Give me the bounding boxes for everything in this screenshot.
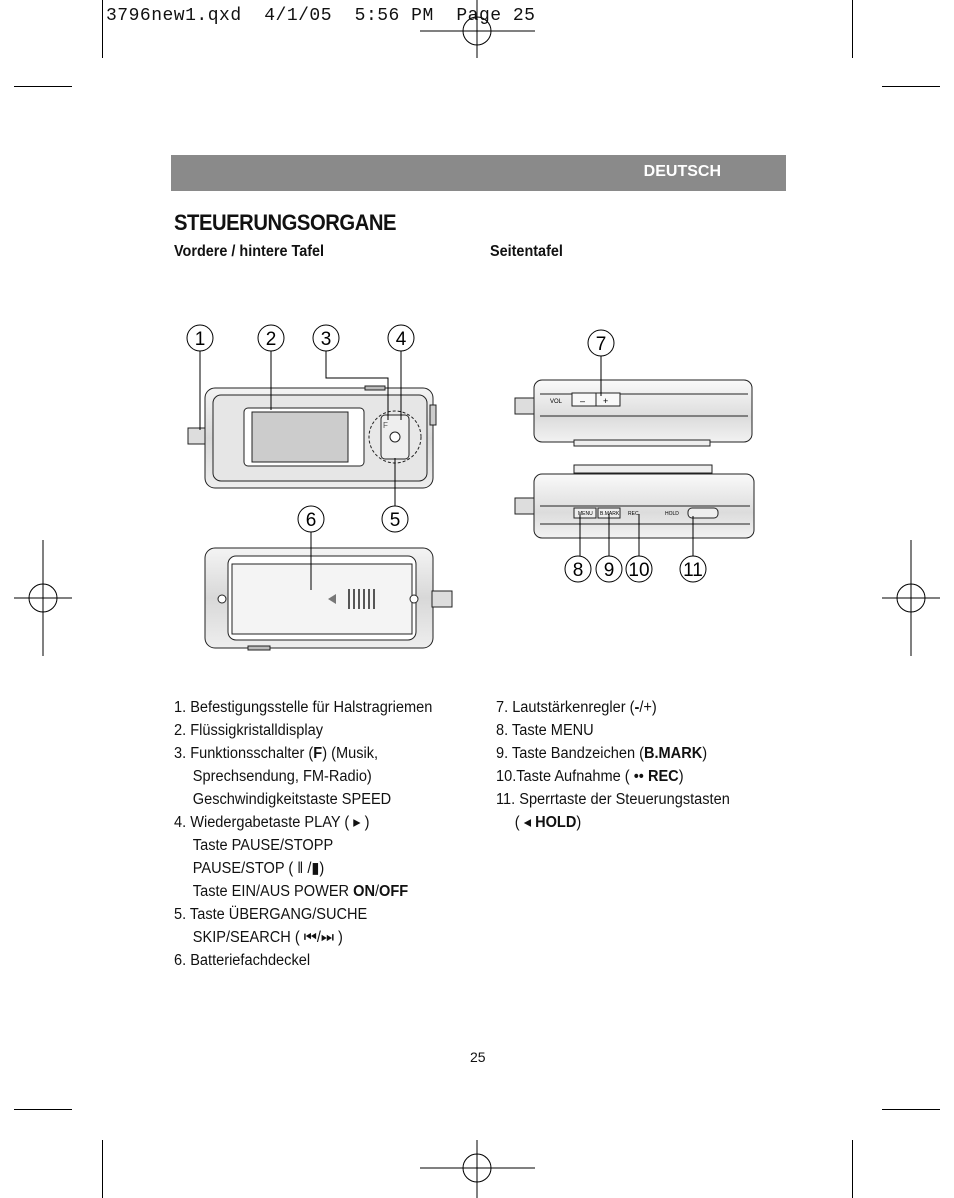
callout-3: 3 [320,329,332,350]
legend-item-2: 2. Flüssigkristalldisplay [174,722,323,739]
callout-1: 1 [194,329,206,350]
side-view-volume [515,380,752,446]
legend-item-3-cont: Sprechsendung, FM-Radio) [192,768,372,785]
callout-9: 9 [603,560,615,581]
callout-10: 10 [628,560,650,581]
vol-minus-label: – [580,396,586,406]
function-switch-label: F [383,421,388,430]
vol-label: VOL [550,399,563,405]
back-panel-view [205,548,452,650]
legend-item-11-hold: ( ◂ HOLD) [514,814,582,831]
legend-item-9: 9. Taste Bandzeichen (B.MARK) [496,745,708,762]
vol-plus-label: + [603,396,609,406]
callout-4: 4 [395,329,407,350]
legend-item-3: 3. Funktionsschalter (F) (Musik, [174,745,379,762]
legend-item-1: 1. Befestigungsstelle für Halstragriemen [174,699,433,716]
menu-label: MENU [578,511,593,517]
legend-item-4: 4. Wiedergabetaste PLAY ( ▸ ) [174,814,370,831]
legend-item-7: 7. Lautstärkenregler (-/+) [496,699,657,716]
legend-item-6: 6. Batteriefachdeckel [174,952,311,969]
side-view-buttons [515,465,754,538]
callout-2: 2 [265,329,277,350]
front-back-subtitle: Vordere / hintere Tafel [174,243,325,260]
front-panel-view [188,386,436,488]
page-title: STEUERUNGSORGANE [174,210,397,235]
callout-6: 6 [305,510,317,531]
print-slug: 3796new1.qxd 4/1/05 5:56 PM Page 25 [106,6,536,26]
legend-item-4-pause-stop: PAUSE/STOP ( ‖ /▮) [192,860,325,877]
callout-8: 8 [572,560,584,581]
side-subtitle: Seitentafel [490,243,563,260]
hold-label: HOLD [665,511,679,517]
legend-item-8: 8. Taste MENU [496,722,594,739]
page-number: 25 [470,1049,486,1065]
callout-5: 5 [389,510,401,531]
side-legend [496,696,730,834]
legend-item-10: 10.Taste Aufnahme ( •• REC) [496,768,684,785]
legend-item-3-speed: Geschwindigkeitstaste SPEED [192,791,392,808]
callout-7: 7 [595,334,607,355]
bmark-label: B.MARK [600,511,620,517]
language-label: DEUTSCH [643,163,721,180]
legend-item-11: 11. Sperrtaste der Steuerungstasten [496,791,730,808]
legend-item-4-power: Taste EIN/AUS POWER ON/OFF [192,883,409,900]
legend-item-5-skip: SKIP/SEARCH ( ⏮/⏭ ) [192,929,343,946]
callout-11: 11 [683,560,703,581]
rec-label: REC [628,511,639,517]
front-back-legend [174,696,432,972]
legend-item-4-pause: Taste PAUSE/STOPP [192,837,334,854]
legend-item-5: 5. Taste ÜBERGANG/SUCHE [174,906,368,923]
